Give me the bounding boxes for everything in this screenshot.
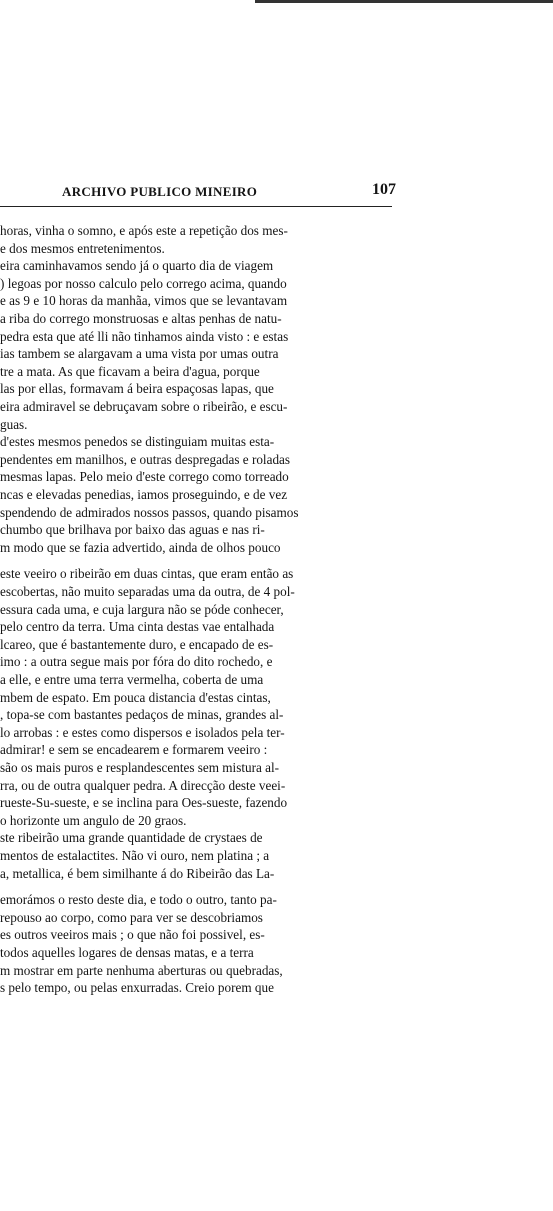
text-line: rueste-Su-sueste, e se inclina para Oes-sueste, fazendo (0, 795, 288, 811)
text-line: escobertas, não muito separadas uma da outra, de 4 pol- (0, 584, 295, 599)
text-line: ) legoas por nosso calculo pelo corrego acima, quando (0, 275, 287, 291)
text-line: m mostrar em parte nenhuma aberturas ou quebradas, (0, 962, 283, 978)
text-line: ncas e elevadas penedias, iamos proseguindo, e de vez (0, 487, 288, 502)
text-line: essura cada uma, e cuja largura não se póde conhecer, (0, 601, 284, 617)
top-edge-rule (255, 0, 553, 3)
text-line: todos aquelles logares de densas matas, e a terra (0, 945, 254, 960)
text-line: mesmas lapas. Pelo meio d'este corrego como torreado (0, 469, 289, 485)
text-line: admirar! e sem se encadearem e formarem veeiro : (0, 742, 268, 758)
text-line: pendentes em manilhos, e outras despregadas e roladas (0, 451, 291, 467)
text-line: , topa-se com bastantes pedaços de minas, grandes al- (0, 707, 284, 723)
text-line: a riba do corrego monstruosas e altas penhas de natu- (0, 311, 282, 326)
text-line: s pelo tempo, ou pelas enxurradas. Creio porem que (0, 980, 274, 996)
text-line: ias tambem se alargavam a uma vista por umas outra (0, 346, 279, 362)
running-title: ARCHIVO PUBLICO MINEIRO (62, 184, 258, 199)
text-line: lcareo, que é bastantemente duro, e encapado de es- (0, 636, 274, 652)
text-line: tre a mata. As que ficavam a beira d'agua, porque (0, 363, 260, 379)
header-rule (0, 206, 392, 208)
text-line: lo arrobas : e estes como dispersos e isolados pela ter- (0, 724, 285, 740)
text-line: a, metallica, é bem similhante á do Ribeirão das La- (0, 865, 275, 881)
text-line: emorámos o resto deste dia, e todo o outro, tanto pa- (0, 892, 277, 908)
text-line: ste ribeirão uma grande quantidade de crystaes de (0, 830, 263, 846)
text-line: eira admiravel se debruçavam sobre o ribeirão, e escu- (0, 399, 288, 414)
text-line: pelo centro da terra. Uma cinta destas vae entalhada (0, 619, 275, 635)
text-line: mentos de estalactites. Não vi ouro, nem platina ; a (0, 848, 270, 863)
text-line: guas. (0, 416, 28, 432)
text-line: m modo que se fazia advertido, ainda de olhos pouco (0, 539, 281, 555)
text-line: las por ellas, formavam á beira espaçosas lapas, que (0, 381, 274, 397)
text-line: pedra esta que até lli não tinhamos ainda visto : e estas (0, 328, 289, 344)
text-line: mbem de espato. Em pouca distancia d'estas cintas, (0, 689, 271, 705)
text-line: e as 9 e 10 horas da manhãa, vimos que se levantavam (0, 293, 288, 309)
text-line: rra, ou de outra qualquer pedra. A direcção deste veei- (0, 777, 286, 793)
text-line: o horizonte um angulo de 20 graos. (0, 812, 187, 828)
text-line: spendendo de admirados nossos passos, quando pisamos (0, 504, 299, 520)
text-line: d'estes mesmos penedos se distinguiam muitas esta- (0, 434, 275, 450)
running-header (0, 182, 553, 206)
text-line: são os mais puros e resplandescentes sem mistura al- (0, 760, 280, 775)
text-line: eira caminhavamos sendo já o quarto dia de viagem (0, 258, 274, 274)
text-line: repouso ao corpo, como para ver se descobriamos (0, 909, 263, 925)
text-line: imo : a outra segue mais por fóra do dito rochedo, e (0, 654, 273, 670)
text-line: e dos mesmos entretenimentos. (0, 240, 165, 256)
page-number: 107 (372, 181, 396, 198)
text-line: a elle, e entre uma terra vermelha, coberta de uma (0, 672, 264, 687)
text-line: horas, vinha o somno, e após este a repetição dos mes- (0, 223, 288, 238)
text-line: este veeiro o ribeirão em duas cintas, que eram então as (0, 566, 294, 582)
text-line: es outros veeiros mais ; o que não foi possivel, es- (0, 927, 265, 943)
text-line: chumbo que brilhava por baixo das aguas e nas ri- (0, 522, 265, 538)
